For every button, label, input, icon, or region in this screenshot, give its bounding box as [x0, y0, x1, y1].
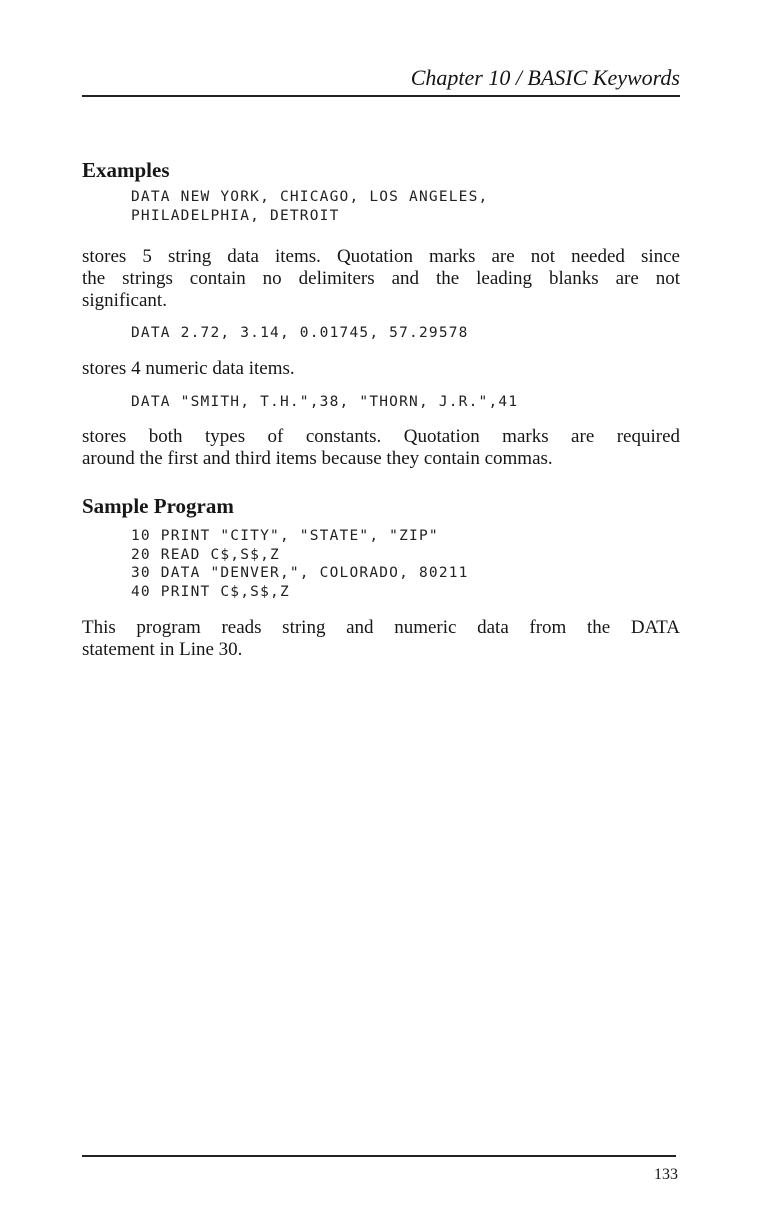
book-page [82, 0, 680, 1207]
sample-program-code: 10 PRINT "CITY", "STATE", "ZIP" 20 READ C$,S$,Z 30 DATA "DENVER,", COLORADO, 80211 40 PRINT C$,S$,Z [131, 528, 469, 600]
example-2-explanation: stores 4 numeric data items. [82, 358, 295, 379]
example-1-line-1: stores 5 string data items. Quotation marks are not needed since [82, 246, 680, 267]
example-1-line-3: significant. [82, 290, 167, 311]
examples-heading: Examples [82, 158, 170, 182]
example-3-line-1: stores both types of constants. Quotation marks are required [82, 426, 680, 447]
running-header: Chapter 10 / BASIC Keywords [410, 65, 680, 90]
sample-program-heading: Sample Program [82, 494, 234, 518]
example-1-code: DATA NEW YORK, CHICAGO, LOS ANGELES, PHILADELPHIA, DETROIT [131, 189, 489, 224]
page-number: 133 [654, 1166, 678, 1183]
example-2-code: DATA 2.72, 3.14, 0.01745, 57.29578 [131, 325, 469, 341]
sample-program-line-1: This program reads string and numeric data from the DATA [82, 617, 680, 638]
sample-program-line-2: statement in Line 30. [82, 639, 243, 660]
example-3-line-2: around the first and third items because they contain commas. [82, 448, 553, 469]
example-3-code: DATA "SMITH, T.H.",38, "THORN, J.R.",41 [131, 394, 519, 410]
header-rule [82, 95, 680, 97]
example-1-line-2: the strings contain no delimiters and the leading blanks are not [82, 268, 680, 289]
footer-rule [82, 1155, 676, 1157]
